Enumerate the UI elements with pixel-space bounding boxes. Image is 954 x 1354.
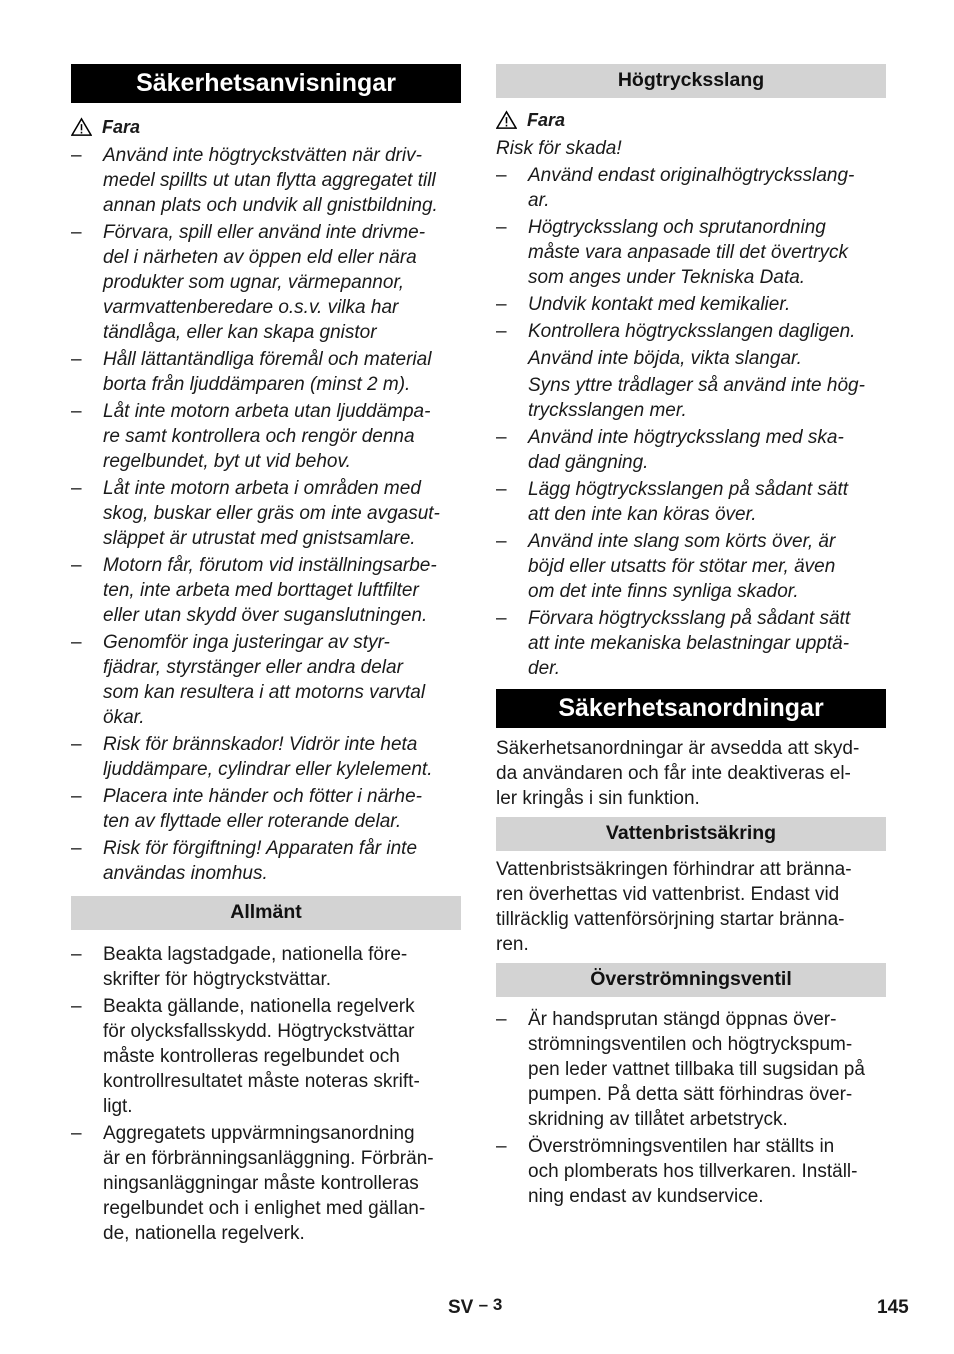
list-item: – Håll lättantändliga föremål och material borta från ljuddämparen (minst 2 m). (71, 349, 432, 395)
water-shortage-text: Vattenbristsäkringen förhindrar att bränna- ren överhettas vid vattenbrist. Endast vid tillräcklig vattenförsörjning startar bränna- ren. (496, 859, 852, 955)
danger-warning (71, 115, 461, 139)
list-item: – Använd inte högtrycksslang med ska- dad gängning. (496, 427, 844, 473)
list-item: – Låt inte motorn arbeta i områden med skog, buskar eller gräs om inte avgasut- släppet är utrustat med gnistsamlare. (71, 478, 440, 549)
danger-warning (496, 108, 886, 132)
list-item: – Aggregatets uppvärmningsanordning är en förbränningsanläggning. Förbrän- ningsanläggningar måste kontrolleras regelbundet och i enlighet med gällan- de, nationella regelverk. (71, 1123, 434, 1244)
footer-section-label: SV – 3 (448, 1295, 503, 1318)
right-column (496, 64, 886, 1209)
hose-subtext: Använd inte böjda, vikta slangar. (528, 348, 802, 369)
general-list (71, 942, 461, 1246)
list-item: – Motorn får, förutom vid inställningsarbe- ten, inte arbeta med borttaget luftfilter eller utan skydd över suganslutningen. (71, 555, 437, 626)
list-item: – Lägg högtrycksslangen på sådant sätt att den inte kan köras över. (496, 479, 849, 525)
list-item: – Risk för brännskador! Vidrör inte heta ljuddämpare, cylindrar eller kylelement. (71, 734, 433, 780)
risk-text: Risk för skada! (496, 138, 622, 159)
danger-label: Fara (527, 109, 566, 130)
left-column (71, 64, 461, 1246)
hose-list (496, 163, 886, 344)
list-item: – Beakta lagstadgade, nationella före- skrifter för högtryckstvättar. (71, 944, 408, 990)
list-item: – Använd endast originalhögtrycksslang- ar. (496, 165, 855, 211)
safety-instructions-heading: Säkerhetsanvisningar (71, 64, 461, 103)
overflow-valve-heading: Överströmningsventil (496, 963, 886, 997)
list-item: – Använd inte högtryckstvätten när driv- medel spillts ut utan flytta aggregatet till annan plats och undvik all gnistbildning. (71, 145, 438, 216)
list-item: – Förvara högtrycksslang på sådant sätt att inte mekaniska belastningar upptä- der. (496, 608, 851, 679)
list-item: – Förvara, spill eller använd inte drivme- del i närheten av öppen eld eller nära produkter som ugnar, värmepannor, varmvattenberedare o.s.v. vilka har tändlåga, eller kan skapa gnistor (71, 222, 426, 343)
list-item: – Använd inte slang som körts över, är böjd eller utsatts för stötar mer, även om det inte finns synliga skador. (496, 531, 836, 602)
hose-list-continued (496, 425, 886, 681)
list-item: – Risk för förgiftning! Apparaten får inte användas inomhus. (71, 838, 418, 884)
water-shortage-heading: Vattenbristsäkring (496, 817, 886, 851)
list-item: – Genomför inga justeringar av styr- fjädrar, styrstänger eller andra delar som kan resultera i att motorns varvtal ökar. (71, 632, 426, 728)
danger-label: Fara (102, 116, 141, 137)
danger-list (71, 143, 461, 886)
list-item: – Beakta gällande, nationella regelverk för olycksfallsskydd. Högtryckstvättar måste kontrolleras regelbundet och kontrollresultatet måste noteras skrift- ligt. (71, 996, 420, 1117)
warning-triangle-icon (71, 117, 92, 137)
list-item: – Undvik kontakt med kemikalier. (496, 294, 791, 315)
list-item: – Är handsprutan stängd öppnas över- strömningsventilen och högtryckspum- pen leder vattnet tillbaka till sugsidan på pumpen. På detta sätt förhindras över- skridning av tillåtet arbetstryck. (496, 1009, 865, 1130)
warning-triangle-icon (496, 110, 517, 130)
safety-devices-heading: Säkerhetsanordningar (496, 689, 886, 728)
hose-subtext: Syns yttre trådlager så använd inte hög- trycksslangen mer. (528, 375, 865, 421)
list-item: – Högtrycksslang och sprutanordning måste vara anpasade till det övertryck som anges under Tekniska Data. (496, 217, 848, 288)
safety-devices-text: Säkerhetsanordningar är avsedda att skyd- da användaren och får inte deaktiveras el- ler kringås i sin funktion. (496, 738, 860, 809)
list-item: – Låt inte motorn arbeta utan ljuddämpa- re samt kontrollera och rengör denna regelbundet, byt ut vid behov. (71, 401, 431, 472)
list-item: – Överströmningsventilen har ställts in och plomberats hos tillverkaren. Inställ- ning endast av kundservice. (496, 1136, 858, 1207)
hose-heading: Högtrycksslang (496, 64, 886, 98)
page-number: 145 (877, 1297, 909, 1318)
overflow-list (496, 1007, 886, 1209)
general-heading: Allmänt (71, 896, 461, 930)
list-item: – Placera inte händer och fötter i närhe- ten av flyttade eller roterande delar. (71, 786, 422, 832)
list-item: – Kontrollera högtrycksslangen dagligen. (496, 321, 856, 342)
